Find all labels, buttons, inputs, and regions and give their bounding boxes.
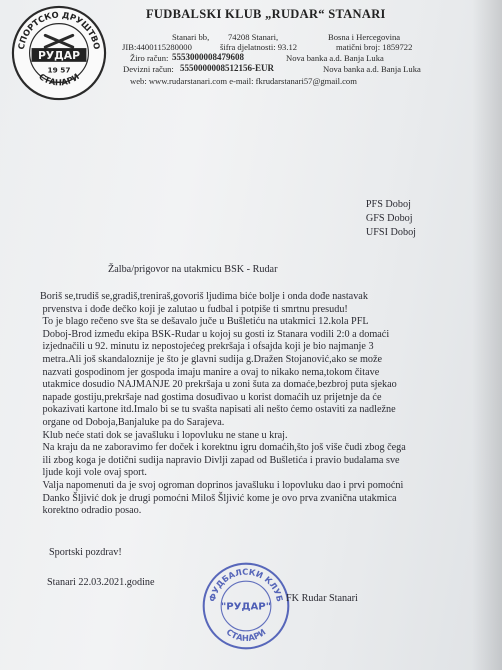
body-paragraph: Boriš se,trudiš se,gradiš,treniraš,govoriš ljudima biće bolje i onda dođe nastavak prvenstva i dođe dečko koji je zalutao u fudbal i potpiše ti smrtnu presudu! bbox=[40, 291, 368, 315]
svg-text:"РУДАР": "РУДАР" bbox=[221, 601, 271, 613]
web-and-email: web: www.rudarstanari.com e-mail: fkrudarstanari57@gmail.com bbox=[130, 76, 357, 86]
registration-number: matični broj: 1859722 bbox=[336, 42, 413, 52]
signature-club: FK Rudar Stanari bbox=[286, 593, 358, 604]
letter-subject: Žalba/prigovor na utakmicu BSK - Rudar bbox=[108, 264, 278, 275]
svg-text:СПОРТСКО ДРУШТВО: СПОРТСКО ДРУШТВО bbox=[15, 9, 103, 51]
giro-label: Žiro račun: bbox=[130, 53, 169, 63]
svg-text:СТАНАРИ: СТАНАРИ bbox=[37, 71, 81, 88]
address-zip: 74208 Stanari, bbox=[228, 32, 279, 42]
addressee-block bbox=[366, 198, 416, 240]
activity-code: šifra djelatnosti: 93.12 bbox=[220, 42, 298, 52]
addressee-line: PFS Doboj bbox=[365, 199, 411, 210]
body-paragraph: Na kraju da ne zaboravimo fer doček i korektnu igru domaćih,što još više čudi zbog čega ili zbog koga je dotični sudija napravio Divlji zapad od Bušletića i pravio budalama sve ljude koji vole ovaj sport. bbox=[42, 442, 406, 479]
letter-date: Stanari 22.03.2021.godine bbox=[47, 577, 155, 588]
addressee-line: GFS Doboj bbox=[365, 213, 413, 224]
svg-text:СТАНАРИ: СТАНАРИ bbox=[224, 626, 268, 644]
foreign-account-label: Devizni račun: bbox=[123, 64, 174, 74]
body-paragraph: Valja napomenuti da je svoj ogroman doprinos javašluku i lopovluku dao i prvi pomoćni Danko Šljivić dok je drugi pomoćni Miloš Šljivić kome je ovo prva zvanična utakmica korektno odradio posao. bbox=[42, 479, 404, 517]
page-shadow bbox=[472, 0, 502, 670]
svg-text:19 57: 19 57 bbox=[47, 65, 71, 75]
club-logo-emblem bbox=[10, 4, 108, 102]
body-paragraph: To je blago rečeno sve šta se dešavalo juče u Bušletiću na utakmici 12.kola PFL Doboj-Brod između ekipa BSK-Rudar u kojoj su gosti iz Stanara vodili 2:0 a domaći izjednačili u 92. minutu iz nepostojećeg prekršaja i ofsajda koji je bio najmanje 3 metra.Ali još skandaloznije je što je glavni sudija g.Dražen Stojanović,ako se može nazvati gospodinom jer gospoda imaju manire a ovaj to nikako nema,tokom čitave utakmice dosudio NAJMANJE 20 prekršaja u zoni šuta za domaće,bezbroj puta sjekao napade gostiju,prekršaje nad gostima dosuđivao u korist domaćih uz prijetnje da će pokazivati kartone itd.Imalo bi se tu svašta napisati ali nešto ćemo ostaviti za nadležne organe od Doboja,Banjaluke pa do Sarajeva. bbox=[42, 316, 397, 428]
address-street: Stanari bb, bbox=[172, 32, 210, 42]
jib-number: JIB:4400115280000 bbox=[122, 42, 192, 52]
foreign-bank: Nova banka a.d. Banja Luka bbox=[323, 64, 421, 74]
svg-text:РУДАР: РУДАР bbox=[37, 48, 81, 62]
giro-account-number: 5553000008479608 bbox=[172, 52, 244, 62]
address-country: Bosna i Hercegovina bbox=[328, 32, 401, 42]
body-paragraph: Klub neće stati dok se javašluku i lopovluku ne stane u kraj. bbox=[40, 429, 288, 441]
club-stamp bbox=[200, 560, 292, 652]
addressee-line: UFSI Doboj bbox=[365, 227, 416, 238]
foreign-account-number: 5550000008512156-EUR bbox=[180, 63, 274, 73]
svg-text:ФУДБАЛСКИ КЛУБ: ФУДБАЛСКИ КЛУБ bbox=[206, 566, 286, 603]
club-title: FUDBALSKI KLUB „RUDAR“ STANARI bbox=[146, 7, 386, 21]
giro-bank: Nova banka a.d. Banja Luka bbox=[286, 53, 384, 63]
letter-body bbox=[40, 291, 460, 518]
closing-greeting: Sportski pozdrav! bbox=[49, 547, 122, 558]
